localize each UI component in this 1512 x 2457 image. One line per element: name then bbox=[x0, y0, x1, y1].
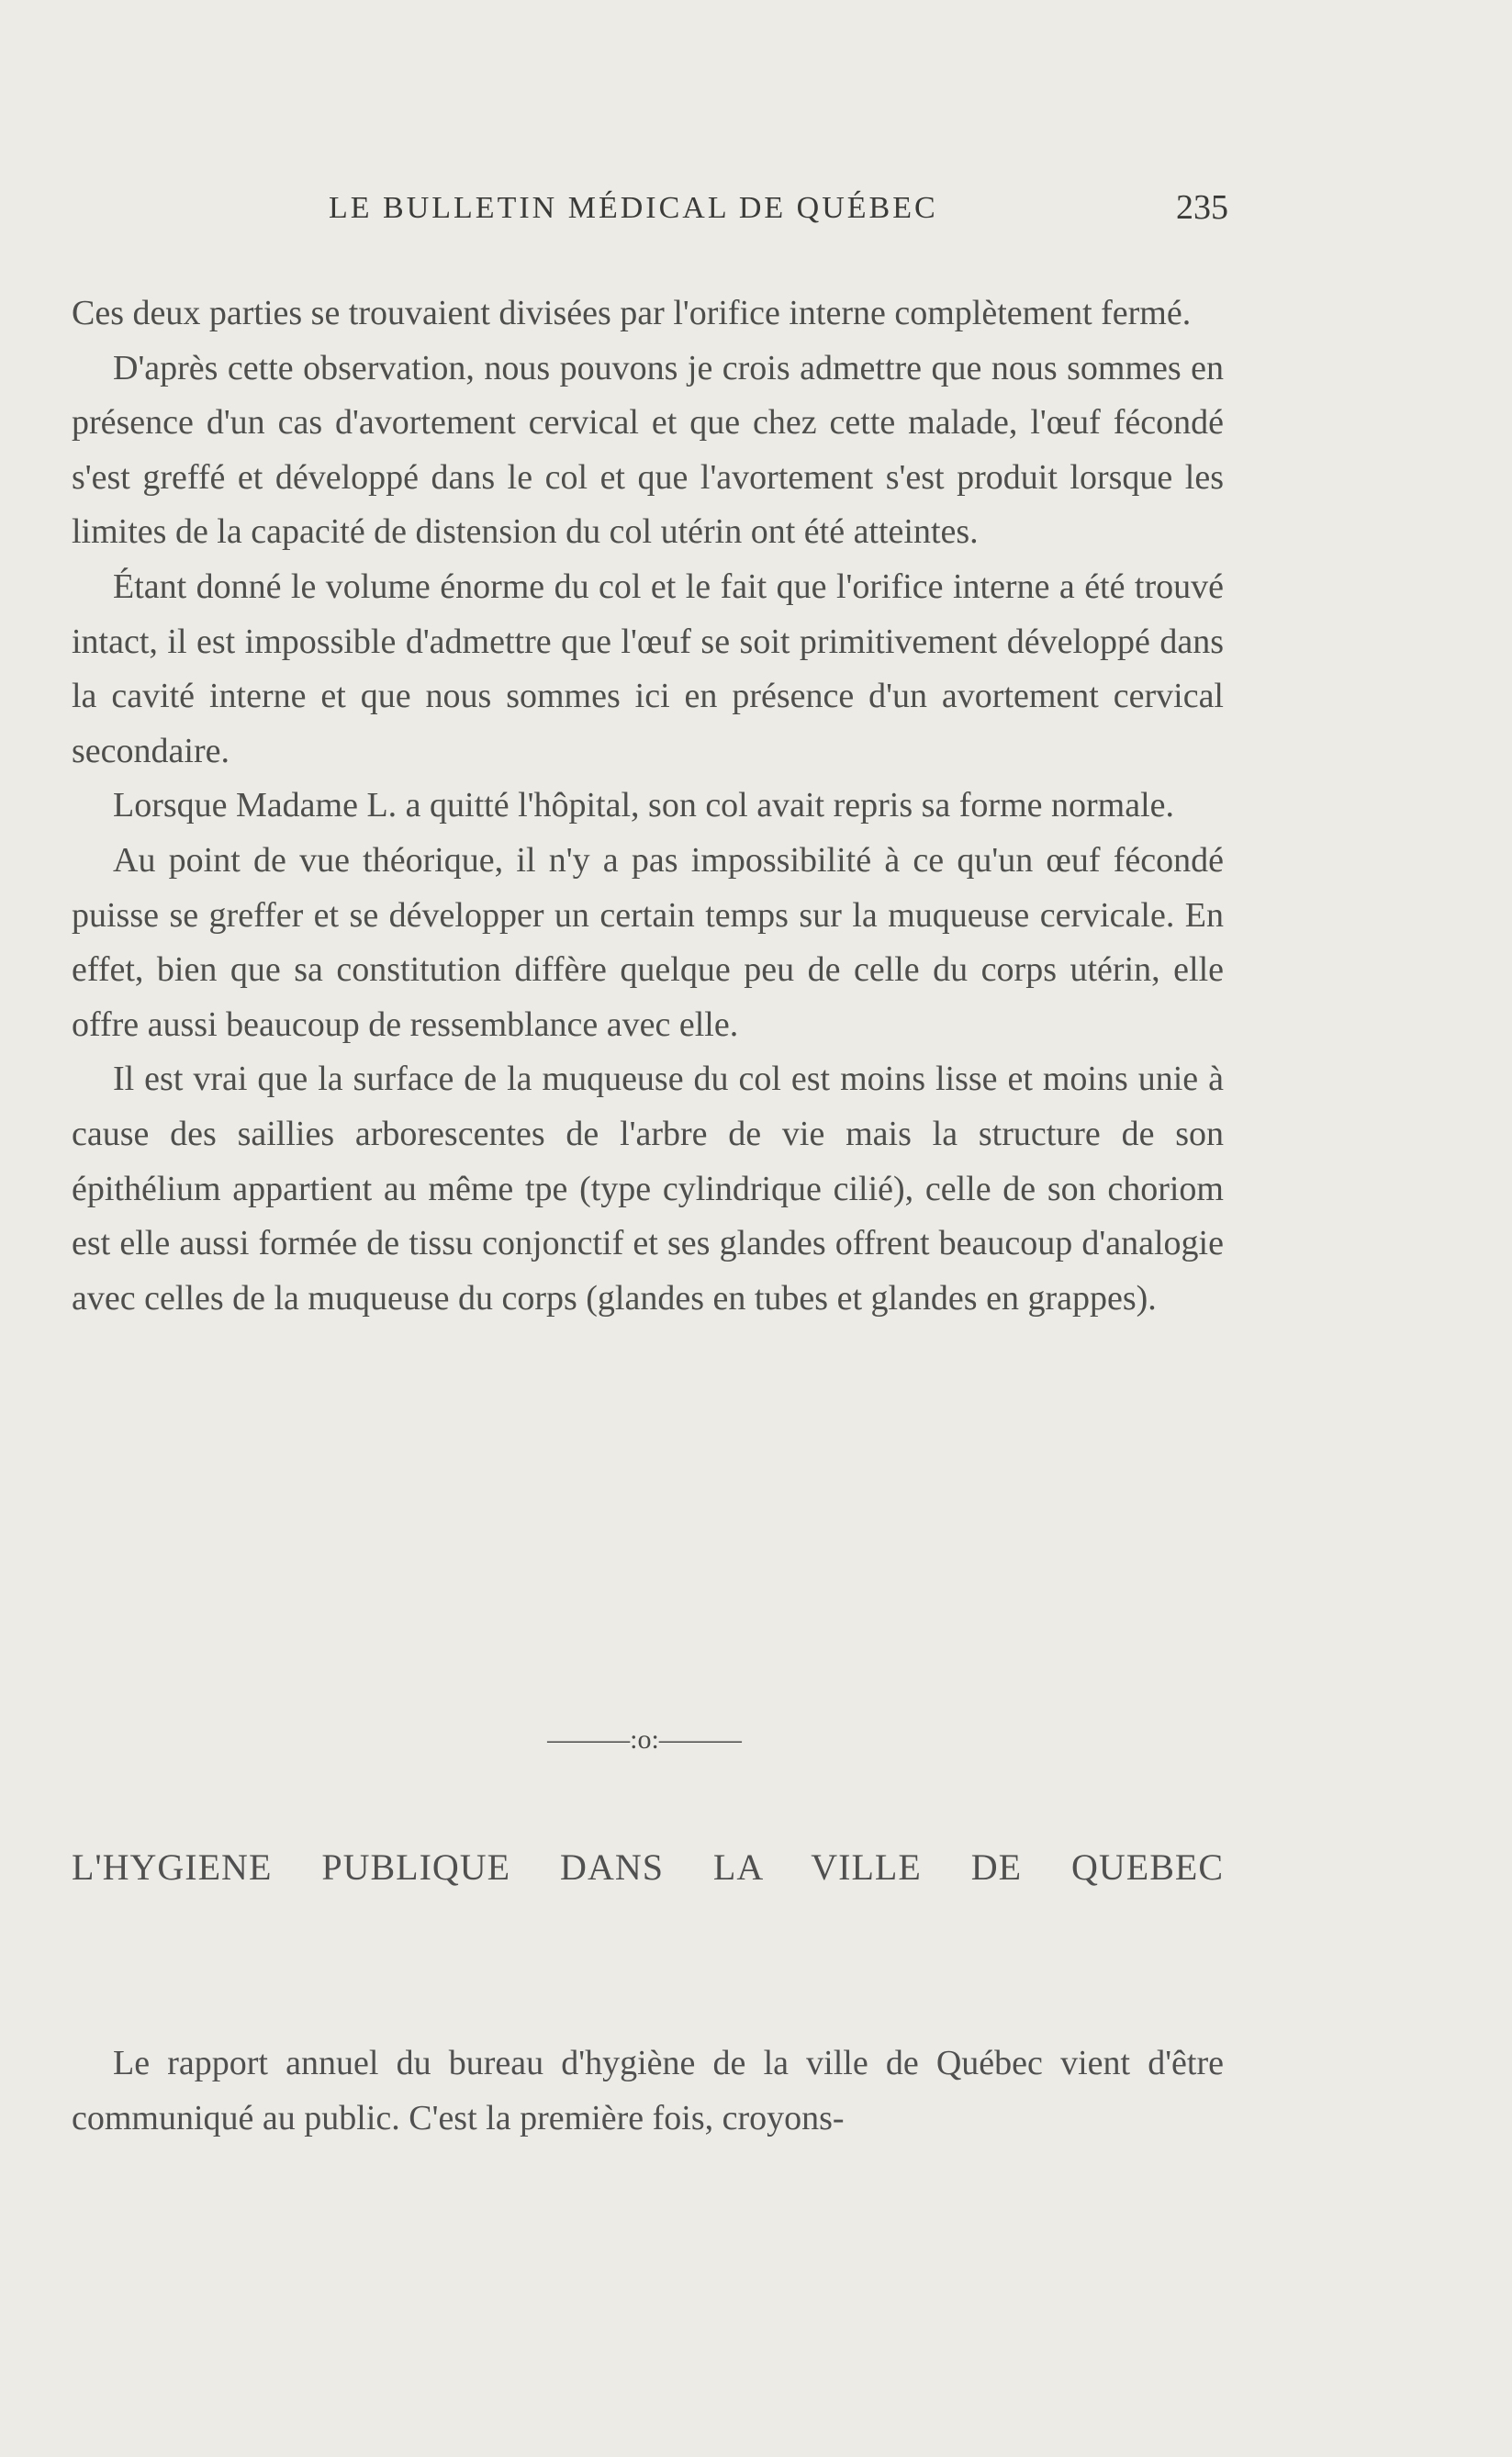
paragraph: Ces deux parties se trouvaient divisées par l'orifice interne complètement fermé. bbox=[72, 294, 1192, 332]
section-heading: L'HYGIENE PUBLIQUE DANS LA VILLE DE QUEBEC bbox=[72, 1846, 1224, 1888]
paragraph: Étant donné le volume énorme du col et le fait que l'orifice interne a été trouvé intact, il est impossible d'admettre que l'œuf se soit primitivement développé dans la cavité interne et que nous sommes ici en présence d'un avortement cervical secondaire. bbox=[72, 567, 1224, 770]
paragraph: D'après cette observation, nous pouvons je crois admettre que nous sommes en présence d'un cas d'avortement cervical et que chez cette malade, l'œuf fécondé s'est greffé et développé dans le col et que l'avortement s'est produit lorsque les limites de la capacité de distension du col utérin ont été atteintes. bbox=[72, 348, 1224, 552]
page-number: 235 bbox=[1176, 188, 1228, 227]
paragraph: Le rapport annuel du bureau d'hygiène de la ville de Québec vient d'être communiqué au public. C'est la première fois, croyons- bbox=[72, 2044, 1224, 2137]
paragraph: Lorsque Madame L. a quitté l'hôpital, son col avait repris sa forme normale. bbox=[113, 786, 1174, 825]
section-body bbox=[72, 2036, 1224, 2146]
running-title: LE BULLETIN MÉDICAL DE QUÉBEC bbox=[329, 191, 938, 225]
running-head bbox=[72, 188, 1228, 237]
paragraph: Il est vrai que la surface de la muqueuse du col est moins lisse et moins unie à cause des saillies arborescentes de l'arbre de vie mais la structure de son épithélium appartient au même tpe (type cylindrique cilié), celle de son choriom est elle aussi formée de tissu conjonctif et ses glandes offrent beaucoup d'analogie avec celles de la muqueuse du corps (glandes en tubes et glandes en grappes). bbox=[72, 1060, 1224, 1318]
article-body bbox=[72, 286, 1224, 1326]
section-separator: ———:o:——— bbox=[547, 1724, 742, 1755]
paragraph: Au point de vue théorique, il n'y a pas impossibilité à ce qu'un œuf fécondé puisse se greffer et se développer un certain temps sur la muqueuse cervicale. En effet, bien que sa constitution diffère quelque peu de celle du corps utérin, elle offre aussi beaucoup de ressemblance avec elle. bbox=[72, 840, 1224, 1044]
